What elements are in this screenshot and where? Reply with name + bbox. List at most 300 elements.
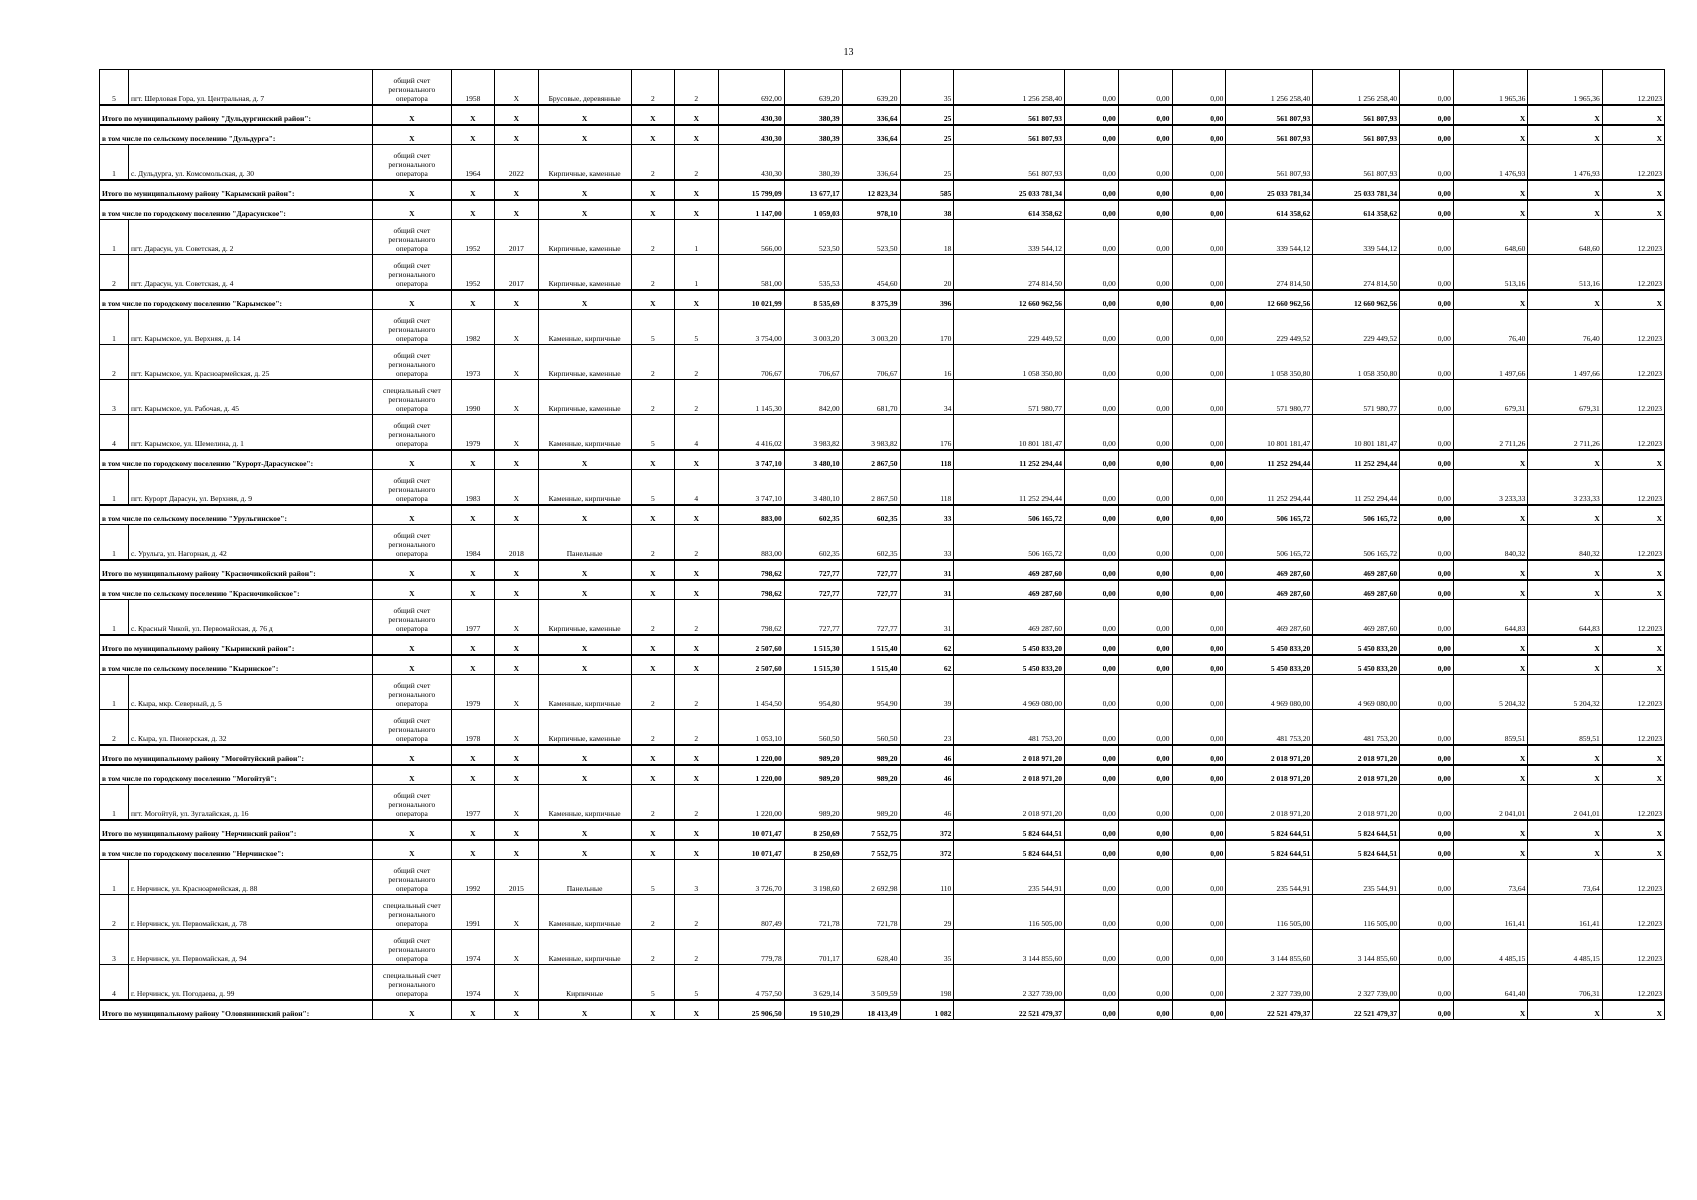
other-funds-cell: 0,00 xyxy=(1400,70,1454,105)
summary-value: 0,00 xyxy=(1172,745,1226,765)
summary-value: 25 906,50 xyxy=(718,1000,784,1020)
area-cell: 989,20 xyxy=(784,785,842,820)
other-funds-cell: 0,00 xyxy=(1400,930,1454,965)
summary-value: X xyxy=(631,840,674,860)
summary-value: X xyxy=(631,125,674,145)
summary-value: 614 358,62 xyxy=(1313,200,1400,220)
wall-material-cell: Каменные, кирпичные xyxy=(538,895,631,930)
summary-value: 0,00 xyxy=(1400,105,1454,125)
table-row xyxy=(100,145,1665,180)
table-row xyxy=(100,415,1665,450)
total-cost-cell: 3 144 855,60 xyxy=(954,930,1065,965)
other-funds-cell: 0,00 xyxy=(1400,220,1454,255)
summary-value: 0,00 xyxy=(1118,200,1172,220)
summary-value: 0,00 xyxy=(1172,505,1226,525)
unit-cost-cell: 679,31 xyxy=(1453,380,1527,415)
summary-value: X xyxy=(631,655,674,675)
address-cell: г. Нерчинск, ул. Первомайская, д. 78 xyxy=(128,895,372,930)
summary-value: 0,00 xyxy=(1400,560,1454,580)
unit-cost-cell: 2 711,26 xyxy=(1453,415,1527,450)
residents-cell: 198 xyxy=(900,965,954,1000)
summary-value: 8 535,69 xyxy=(784,290,842,310)
unit-cost-limit-cell: 4 485,15 xyxy=(1528,930,1602,965)
summary-value: 469 287,60 xyxy=(954,580,1065,600)
table-row xyxy=(100,930,1665,965)
floors-cell: 2 xyxy=(631,600,674,635)
summary-row xyxy=(100,290,1665,310)
funding-cell: 0,00 xyxy=(1118,310,1172,345)
funding-cell: 0,00 xyxy=(1172,470,1226,505)
summary-title: Итого по муниципальному району "Кыринский район": xyxy=(100,635,373,655)
area-cell: 842,00 xyxy=(784,380,842,415)
summary-value: X xyxy=(373,290,452,310)
entrances-cell: 2 xyxy=(675,785,718,820)
year-renovated-cell: X xyxy=(495,895,538,930)
summary-value: 5 450 833,20 xyxy=(954,655,1065,675)
summary-row xyxy=(100,765,1665,785)
summary-value: 506 165,72 xyxy=(954,505,1065,525)
owners-funds-cell: 4 969 080,00 xyxy=(1313,675,1400,710)
summary-row xyxy=(100,820,1665,840)
address-cell: пгт. Дарасун, ул. Советская, д. 2 xyxy=(128,220,372,255)
unit-cost-cell: 644,83 xyxy=(1453,600,1527,635)
summary-value: 0,00 xyxy=(1118,1000,1172,1020)
summary-value: 25 033 781,34 xyxy=(1313,180,1400,200)
total-cost-cell: 339 544,12 xyxy=(954,220,1065,255)
summary-value: X xyxy=(373,840,452,860)
account-type-cell: общий счет регионального оператора xyxy=(373,525,452,560)
total-area-cell: 1 454,50 xyxy=(718,675,784,710)
year-renovated-cell: X xyxy=(495,380,538,415)
summary-value: 0,00 xyxy=(1172,450,1226,470)
summary-value: 5 450 833,20 xyxy=(1226,655,1313,675)
year-renovated-cell: X xyxy=(495,785,538,820)
unit-cost-limit-cell: 513,16 xyxy=(1528,255,1602,290)
other-funds-cell: 0,00 xyxy=(1400,345,1454,380)
entrances-cell: 2 xyxy=(675,930,718,965)
summary-value: 1 147,00 xyxy=(718,200,784,220)
deadline-cell: 12.2023 xyxy=(1602,895,1664,930)
year-renovated-cell: X xyxy=(495,470,538,505)
owners-funds-cell: 116 505,00 xyxy=(1226,895,1313,930)
residents-cell: 176 xyxy=(900,415,954,450)
other-funds-cell: 0,00 xyxy=(1400,470,1454,505)
floors-cell: 2 xyxy=(631,930,674,965)
summary-value: X xyxy=(495,765,538,785)
summary-value: X xyxy=(631,580,674,600)
wall-material-cell: Кирпичные, каменные xyxy=(538,710,631,745)
address-cell: пгт. Карымское, ул. Шемелина, д. 1 xyxy=(128,415,372,450)
owners-funds-cell: 506 165,72 xyxy=(1226,525,1313,560)
summary-value: X xyxy=(1602,840,1664,860)
summary-value: X xyxy=(1453,655,1527,675)
total-area-cell: 1 220,00 xyxy=(718,785,784,820)
unit-cost-cell: 5 204,32 xyxy=(1453,675,1527,710)
wall-material-cell: Кирпичные, каменные xyxy=(538,600,631,635)
address-cell: с. Красный Чикой, ул. Первомайская, д. 76 д xyxy=(128,600,372,635)
summary-value: 1 059,03 xyxy=(784,200,842,220)
entrances-cell: 2 xyxy=(675,145,718,180)
deadline-cell: 12.2023 xyxy=(1602,930,1664,965)
summary-value: X xyxy=(451,820,494,840)
unit-cost-cell: 3 233,33 xyxy=(1453,470,1527,505)
summary-row xyxy=(100,505,1665,525)
summary-value: 33 xyxy=(900,505,954,525)
summary-value: 0,00 xyxy=(1064,820,1118,840)
deadline-cell: 12.2023 xyxy=(1602,415,1664,450)
summary-value: 1 220,00 xyxy=(718,745,784,765)
total-area-cell: 566,00 xyxy=(718,220,784,255)
residents-cell: 35 xyxy=(900,70,954,105)
summary-value: 0,00 xyxy=(1172,560,1226,580)
unit-cost-cell: 161,41 xyxy=(1453,895,1527,930)
summary-value: 561 807,93 xyxy=(1313,105,1400,125)
total-area-cell: 430,30 xyxy=(718,145,784,180)
summary-value: X xyxy=(1453,290,1527,310)
owners-funds-cell: 4 969 080,00 xyxy=(1226,675,1313,710)
summary-value: X xyxy=(495,1000,538,1020)
account-type-cell: общий счет регионального оператора xyxy=(373,415,452,450)
summary-value: X xyxy=(1453,200,1527,220)
summary-value: 0,00 xyxy=(1064,655,1118,675)
summary-title: Итого по муниципальному району "Нерчинский район": xyxy=(100,820,373,840)
summary-value: X xyxy=(1528,635,1602,655)
year-built-cell: 1952 xyxy=(451,255,494,290)
summary-value: X xyxy=(1602,200,1664,220)
year-built-cell: 1991 xyxy=(451,895,494,930)
residents-cell: 23 xyxy=(900,710,954,745)
floors-cell: 2 xyxy=(631,145,674,180)
summary-value: X xyxy=(675,820,718,840)
summary-value: 46 xyxy=(900,745,954,765)
wall-material-cell: Каменные, кирпичные xyxy=(538,415,631,450)
summary-value: 5 450 833,20 xyxy=(1226,635,1313,655)
summary-value: X xyxy=(538,180,631,200)
area-cell: 3 629,14 xyxy=(784,965,842,1000)
unit-cost-limit-cell: 648,60 xyxy=(1528,220,1602,255)
funding-cell: 0,00 xyxy=(1172,675,1226,710)
deadline-cell: 12.2023 xyxy=(1602,220,1664,255)
owners-funds-cell: 235 544,91 xyxy=(1226,860,1313,895)
residential-area-cell: 721,78 xyxy=(842,895,900,930)
owners-funds-cell: 229 449,52 xyxy=(1313,310,1400,345)
funding-cell: 0,00 xyxy=(1172,415,1226,450)
funding-cell: 0,00 xyxy=(1118,415,1172,450)
summary-value: 0,00 xyxy=(1118,580,1172,600)
summary-value: X xyxy=(538,580,631,600)
address-cell: пгт. Дарасун, ул. Советская, д. 4 xyxy=(128,255,372,290)
year-renovated-cell: X xyxy=(495,930,538,965)
total-area-cell: 1 145,30 xyxy=(718,380,784,415)
summary-value: X xyxy=(495,450,538,470)
owners-funds-cell: 339 544,12 xyxy=(1226,220,1313,255)
total-cost-cell: 2 018 971,20 xyxy=(954,785,1065,820)
floors-cell: 2 xyxy=(631,675,674,710)
funding-cell: 0,00 xyxy=(1118,380,1172,415)
funding-cell: 0,00 xyxy=(1118,710,1172,745)
summary-value: 727,77 xyxy=(842,560,900,580)
summary-value: X xyxy=(538,560,631,580)
summary-value: X xyxy=(1453,560,1527,580)
funding-cell: 0,00 xyxy=(1172,255,1226,290)
table-row xyxy=(100,470,1665,505)
summary-value: 25 xyxy=(900,125,954,145)
residential-area-cell: 2 692,98 xyxy=(842,860,900,895)
summary-value: X xyxy=(1602,125,1664,145)
funding-cell: 0,00 xyxy=(1118,785,1172,820)
other-funds-cell: 0,00 xyxy=(1400,310,1454,345)
unit-cost-limit-cell: 161,41 xyxy=(1528,895,1602,930)
owners-funds-cell: 506 165,72 xyxy=(1313,525,1400,560)
summary-value: 11 252 294,44 xyxy=(954,450,1065,470)
row-number: 4 xyxy=(100,415,129,450)
summary-value: 602,35 xyxy=(842,505,900,525)
summary-value: X xyxy=(451,290,494,310)
summary-value: X xyxy=(1602,450,1664,470)
summary-value: X xyxy=(451,125,494,145)
funding-cell: 0,00 xyxy=(1172,710,1226,745)
summary-value: 469 287,60 xyxy=(1226,580,1313,600)
wall-material-cell: Каменные, кирпичные xyxy=(538,675,631,710)
funding-cell: 0,00 xyxy=(1172,70,1226,105)
summary-value: X xyxy=(495,745,538,765)
address-cell: пгт. Шерловая Гора, ул. Центральная, д. 7 xyxy=(128,70,372,105)
row-number: 1 xyxy=(100,600,129,635)
wall-material-cell: Кирпичные, каменные xyxy=(538,145,631,180)
summary-value: X xyxy=(451,745,494,765)
row-number: 1 xyxy=(100,310,129,345)
year-built-cell: 1984 xyxy=(451,525,494,560)
year-built-cell: 1973 xyxy=(451,345,494,380)
summary-value: 2 018 971,20 xyxy=(1313,745,1400,765)
summary-value: 430,30 xyxy=(718,125,784,145)
summary-value: 0,00 xyxy=(1064,635,1118,655)
summary-value: 0,00 xyxy=(1400,505,1454,525)
area-cell: 954,80 xyxy=(784,675,842,710)
summary-value: X xyxy=(495,840,538,860)
summary-value: X xyxy=(675,635,718,655)
funding-cell: 0,00 xyxy=(1064,310,1118,345)
summary-value: 5 824 644,51 xyxy=(1226,840,1313,860)
summary-value: X xyxy=(1602,505,1664,525)
total-area-cell: 883,00 xyxy=(718,525,784,560)
address-cell: г. Нерчинск, ул. Красноармейская, д. 88 xyxy=(128,860,372,895)
summary-value: 989,20 xyxy=(842,745,900,765)
summary-value: 0,00 xyxy=(1172,290,1226,310)
owners-funds-cell: 2 018 971,20 xyxy=(1313,785,1400,820)
summary-value: 62 xyxy=(900,635,954,655)
residents-cell: 29 xyxy=(900,895,954,930)
unit-cost-cell: 76,40 xyxy=(1453,310,1527,345)
entrances-cell: 2 xyxy=(675,380,718,415)
summary-value: X xyxy=(1453,840,1527,860)
summary-value: 18 413,49 xyxy=(842,1000,900,1020)
summary-value: 7 552,75 xyxy=(842,840,900,860)
residential-area-cell: 706,67 xyxy=(842,345,900,380)
year-built-cell: 1978 xyxy=(451,710,494,745)
summary-value: 0,00 xyxy=(1172,580,1226,600)
funding-cell: 0,00 xyxy=(1118,145,1172,180)
funding-cell: 0,00 xyxy=(1172,860,1226,895)
wall-material-cell: Кирпичные, каменные xyxy=(538,380,631,415)
summary-value: 0,00 xyxy=(1400,635,1454,655)
unit-cost-limit-cell: 859,51 xyxy=(1528,710,1602,745)
owners-funds-cell: 1 256 258,40 xyxy=(1313,70,1400,105)
other-funds-cell: 0,00 xyxy=(1400,965,1454,1000)
owners-funds-cell: 11 252 294,44 xyxy=(1313,470,1400,505)
summary-value: X xyxy=(451,765,494,785)
funding-cell: 0,00 xyxy=(1064,255,1118,290)
summary-value: 1 082 xyxy=(900,1000,954,1020)
summary-value: X xyxy=(1528,765,1602,785)
owners-funds-cell: 1 058 350,80 xyxy=(1226,345,1313,380)
unit-cost-limit-cell: 3 233,33 xyxy=(1528,470,1602,505)
entrances-cell: 2 xyxy=(675,895,718,930)
address-cell: пгт. Курорт Дарасун, ул. Верхняя, д. 9 xyxy=(128,470,372,505)
account-type-cell: общий счет регионального оператора xyxy=(373,675,452,710)
unit-cost-cell: 4 485,15 xyxy=(1453,930,1527,965)
summary-value: 25 xyxy=(900,105,954,125)
residential-area-cell: 639,20 xyxy=(842,70,900,105)
summary-title: в том числе по городскому поселению "Могойтуй": xyxy=(100,765,373,785)
summary-value: 0,00 xyxy=(1064,290,1118,310)
year-built-cell: 1952 xyxy=(451,220,494,255)
summary-value: 1 515,30 xyxy=(784,655,842,675)
funding-cell: 0,00 xyxy=(1172,310,1226,345)
row-number: 1 xyxy=(100,470,129,505)
table-row xyxy=(100,860,1665,895)
row-number: 1 xyxy=(100,860,129,895)
floors-cell: 2 xyxy=(631,525,674,560)
summary-value: X xyxy=(675,105,718,125)
summary-value: 0,00 xyxy=(1172,635,1226,655)
residential-area-cell: 3 003,20 xyxy=(842,310,900,345)
summary-value: X xyxy=(1453,580,1527,600)
funding-cell: 0,00 xyxy=(1064,525,1118,560)
account-type-cell: общий счет регионального оператора xyxy=(373,145,452,180)
summary-value: X xyxy=(538,290,631,310)
summary-value: 5 824 644,51 xyxy=(1313,820,1400,840)
owners-funds-cell: 571 980,77 xyxy=(1226,380,1313,415)
summary-value: 989,20 xyxy=(784,745,842,765)
summary-value: 727,77 xyxy=(842,580,900,600)
summary-value: X xyxy=(373,635,452,655)
summary-value: X xyxy=(1602,765,1664,785)
total-cost-cell: 4 969 080,00 xyxy=(954,675,1065,710)
summary-value: 1 220,00 xyxy=(718,765,784,785)
summary-title: в том числе по сельскому поселению "Кыринское": xyxy=(100,655,373,675)
unit-cost-cell: 859,51 xyxy=(1453,710,1527,745)
summary-value: X xyxy=(1453,105,1527,125)
summary-value: X xyxy=(631,560,674,580)
summary-row xyxy=(100,580,1665,600)
funding-cell: 0,00 xyxy=(1064,145,1118,180)
summary-value: 0,00 xyxy=(1400,290,1454,310)
summary-value: X xyxy=(451,105,494,125)
summary-value: X xyxy=(1602,580,1664,600)
summary-value: 0,00 xyxy=(1172,200,1226,220)
summary-value: 561 807,93 xyxy=(1226,125,1313,145)
summary-value: 0,00 xyxy=(1400,450,1454,470)
summary-value: X xyxy=(631,1000,674,1020)
summary-value: X xyxy=(495,105,538,125)
summary-value: 11 252 294,44 xyxy=(1313,450,1400,470)
total-area-cell: 779,78 xyxy=(718,930,784,965)
summary-value: 2 018 971,20 xyxy=(1226,765,1313,785)
funding-cell: 0,00 xyxy=(1172,380,1226,415)
summary-row xyxy=(100,180,1665,200)
area-cell: 3 480,10 xyxy=(784,470,842,505)
summary-value: 8 250,69 xyxy=(784,820,842,840)
summary-value: 430,30 xyxy=(718,105,784,125)
summary-value: 602,35 xyxy=(784,505,842,525)
residential-area-cell: 454,60 xyxy=(842,255,900,290)
summary-value: X xyxy=(451,200,494,220)
unit-cost-limit-cell: 706,31 xyxy=(1528,965,1602,1000)
owners-funds-cell: 235 544,91 xyxy=(1313,860,1400,895)
summary-value: X xyxy=(675,765,718,785)
summary-value: 10 071,47 xyxy=(718,840,784,860)
summary-value: 5 824 644,51 xyxy=(1313,840,1400,860)
summary-value: 380,39 xyxy=(784,105,842,125)
summary-value: X xyxy=(675,450,718,470)
funding-cell: 0,00 xyxy=(1118,600,1172,635)
summary-value: 561 807,93 xyxy=(1226,105,1313,125)
owners-funds-cell: 561 807,93 xyxy=(1313,145,1400,180)
summary-value: 7 552,75 xyxy=(842,820,900,840)
summary-row xyxy=(100,1000,1665,1020)
unit-cost-limit-cell: 1 965,36 xyxy=(1528,70,1602,105)
floors-cell: 2 xyxy=(631,380,674,415)
total-area-cell: 3 726,70 xyxy=(718,860,784,895)
row-number: 2 xyxy=(100,345,129,380)
summary-value: 372 xyxy=(900,820,954,840)
other-funds-cell: 0,00 xyxy=(1400,710,1454,745)
summary-value: X xyxy=(675,200,718,220)
area-cell: 3 003,20 xyxy=(784,310,842,345)
row-number: 5 xyxy=(100,70,129,105)
year-built-cell: 1964 xyxy=(451,145,494,180)
summary-value: X xyxy=(631,820,674,840)
total-cost-cell: 11 252 294,44 xyxy=(954,470,1065,505)
address-cell: с. Урульга, ул. Нагорная, д. 42 xyxy=(128,525,372,560)
summary-value: 12 660 962,56 xyxy=(1313,290,1400,310)
summary-value: X xyxy=(451,560,494,580)
area-cell: 602,35 xyxy=(784,525,842,560)
area-cell: 3 983,82 xyxy=(784,415,842,450)
summary-value: 25 033 781,34 xyxy=(954,180,1065,200)
summary-value: X xyxy=(538,655,631,675)
residents-cell: 46 xyxy=(900,785,954,820)
owners-funds-cell: 561 807,93 xyxy=(1226,145,1313,180)
funding-cell: 0,00 xyxy=(1064,380,1118,415)
summary-value: 5 824 644,51 xyxy=(954,820,1065,840)
summary-value: X xyxy=(631,105,674,125)
summary-value: 38 xyxy=(900,200,954,220)
summary-value: 5 824 644,51 xyxy=(954,840,1065,860)
summary-value: 0,00 xyxy=(1172,655,1226,675)
year-renovated-cell: 2022 xyxy=(495,145,538,180)
summary-value: 0,00 xyxy=(1064,580,1118,600)
residential-area-cell: 727,77 xyxy=(842,600,900,635)
summary-value: X xyxy=(1528,450,1602,470)
funding-cell: 0,00 xyxy=(1064,930,1118,965)
summary-value: 0,00 xyxy=(1064,105,1118,125)
summary-value: X xyxy=(495,820,538,840)
residential-area-cell: 523,50 xyxy=(842,220,900,255)
address-cell: пгт. Карымское, ул. Красноармейская, д. 25 xyxy=(128,345,372,380)
area-cell: 523,50 xyxy=(784,220,842,255)
